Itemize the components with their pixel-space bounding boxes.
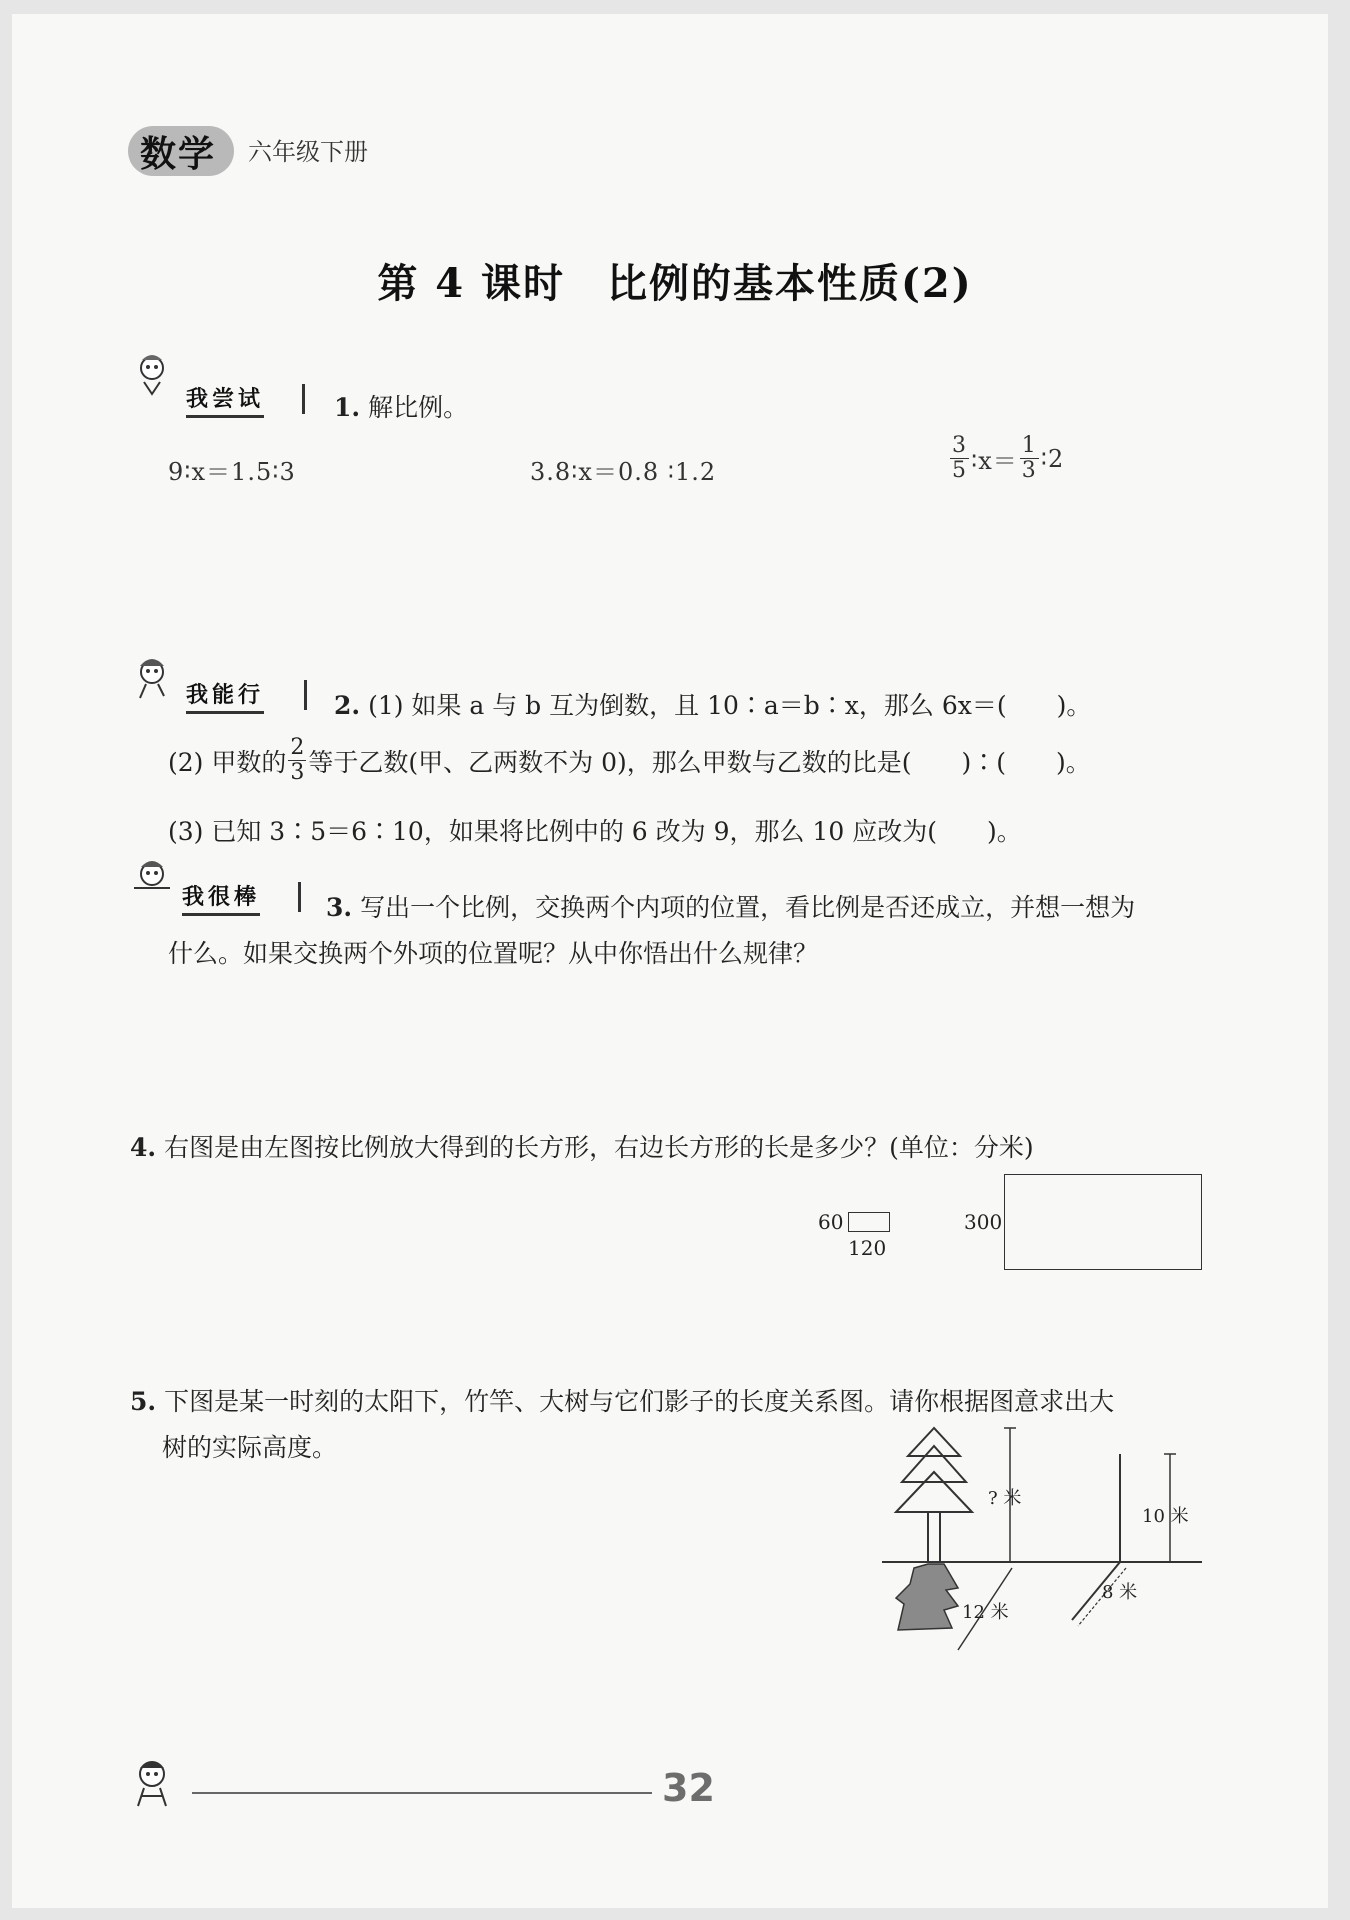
question-text: 右图是由左图按比例放大得到的长方形，右边长方形的长是多少？(单位：分米) — [164, 1133, 1034, 1162]
question-2-part-1: (1) 如果 a 与 b 互为倒数，且 10∶a＝b∶x，那么 6x＝( )。 — [368, 691, 1092, 720]
small-rectangle — [848, 1212, 890, 1232]
part-2-prefix: (2) 甲数的 — [168, 747, 287, 777]
equation-2: 3.8∶x＝0.8 ∶1.2 — [530, 458, 717, 486]
fraction: $\frac{1}{3}$ — [1021, 433, 1037, 484]
pole-shadow-label: 8 米 — [1102, 1582, 1138, 1603]
tree-icon — [896, 1428, 972, 1562]
question-3-line-1: 写出一个比例，交换两个内项的位置，看比例是否还成立，并想一想为 — [360, 893, 1136, 922]
question-number: 1. — [334, 393, 361, 422]
question-number: 2. — [334, 691, 361, 720]
tag-divider — [304, 680, 307, 710]
question-text: 解比例。 — [368, 393, 469, 422]
equation-1: 9∶x＝1.5∶3 — [168, 458, 296, 486]
fraction: $\frac{3}{5}$ — [952, 433, 967, 484]
mascot-icon — [130, 858, 174, 902]
question-3 — [326, 888, 1135, 924]
tree-height-label: ? 米 — [988, 1488, 1022, 1509]
big-rect-width: 300 — [964, 1210, 1003, 1234]
footer-line — [192, 1792, 652, 1794]
question-number: 3. — [326, 893, 353, 922]
fraction: $\frac{2}{3}$ — [290, 735, 305, 786]
question-5 — [130, 1382, 1114, 1418]
mascot-icon — [130, 656, 174, 700]
question-3-line-2: 什么。如果交换两个外项的位置呢？从中你悟出什么规律？ — [168, 939, 819, 968]
question-2-part-3: (3) 已知 3∶5＝6∶10，如果将比例中的 6 改为 9，那么 10 应改为( )。 — [168, 817, 1022, 846]
tree-shadow-label: 12 米 — [962, 1602, 1009, 1623]
pole-height-label: 10 米 — [1142, 1506, 1189, 1527]
small-rect-length: 120 — [848, 1236, 887, 1260]
big-rectangle — [1004, 1174, 1202, 1270]
question-2-part-2 — [168, 736, 1091, 785]
mascot-icon — [130, 352, 174, 396]
question-number: 4. — [130, 1133, 157, 1162]
equation-3 — [948, 434, 1064, 483]
tree-shadow — [896, 1564, 958, 1630]
grade-label: 六年级下册 — [248, 138, 368, 166]
question-5-line-1: 下图是某一时刻的太阳下，竹竿、大树与它们影子的长度关系图。请你根据图意求出大 — [164, 1387, 1115, 1416]
shadow-diagram — [880, 1420, 1210, 1660]
tag-divider — [298, 882, 301, 912]
section-tag-can: 我能行 — [186, 678, 264, 714]
section-tag-great: 我很棒 — [182, 880, 260, 916]
question-4 — [130, 1128, 1034, 1164]
equation-tail: ∶2 — [1040, 444, 1065, 473]
question-1 — [334, 388, 468, 424]
equation-mid: ∶x＝ — [971, 447, 1018, 476]
tag-divider — [302, 384, 305, 414]
footer-mascot-icon — [128, 1756, 182, 1810]
question-number: 5. — [130, 1387, 157, 1416]
section-tag-try: 我尝试 — [186, 382, 264, 418]
question-2 — [334, 686, 1091, 722]
small-rect-width: 60 — [818, 1210, 844, 1234]
question-5-line-2: 树的实际高度。 — [162, 1433, 338, 1462]
part-2-suffix: 等于乙数(甲、乙两数不为 0)，那么甲数与乙数的比是( )∶( )。 — [308, 747, 1091, 777]
page-number: 32 — [662, 1766, 715, 1810]
lesson-title: 第 4 课时 比例的基本性质(2) — [377, 260, 973, 307]
subject-label: 数学 — [140, 134, 217, 175]
